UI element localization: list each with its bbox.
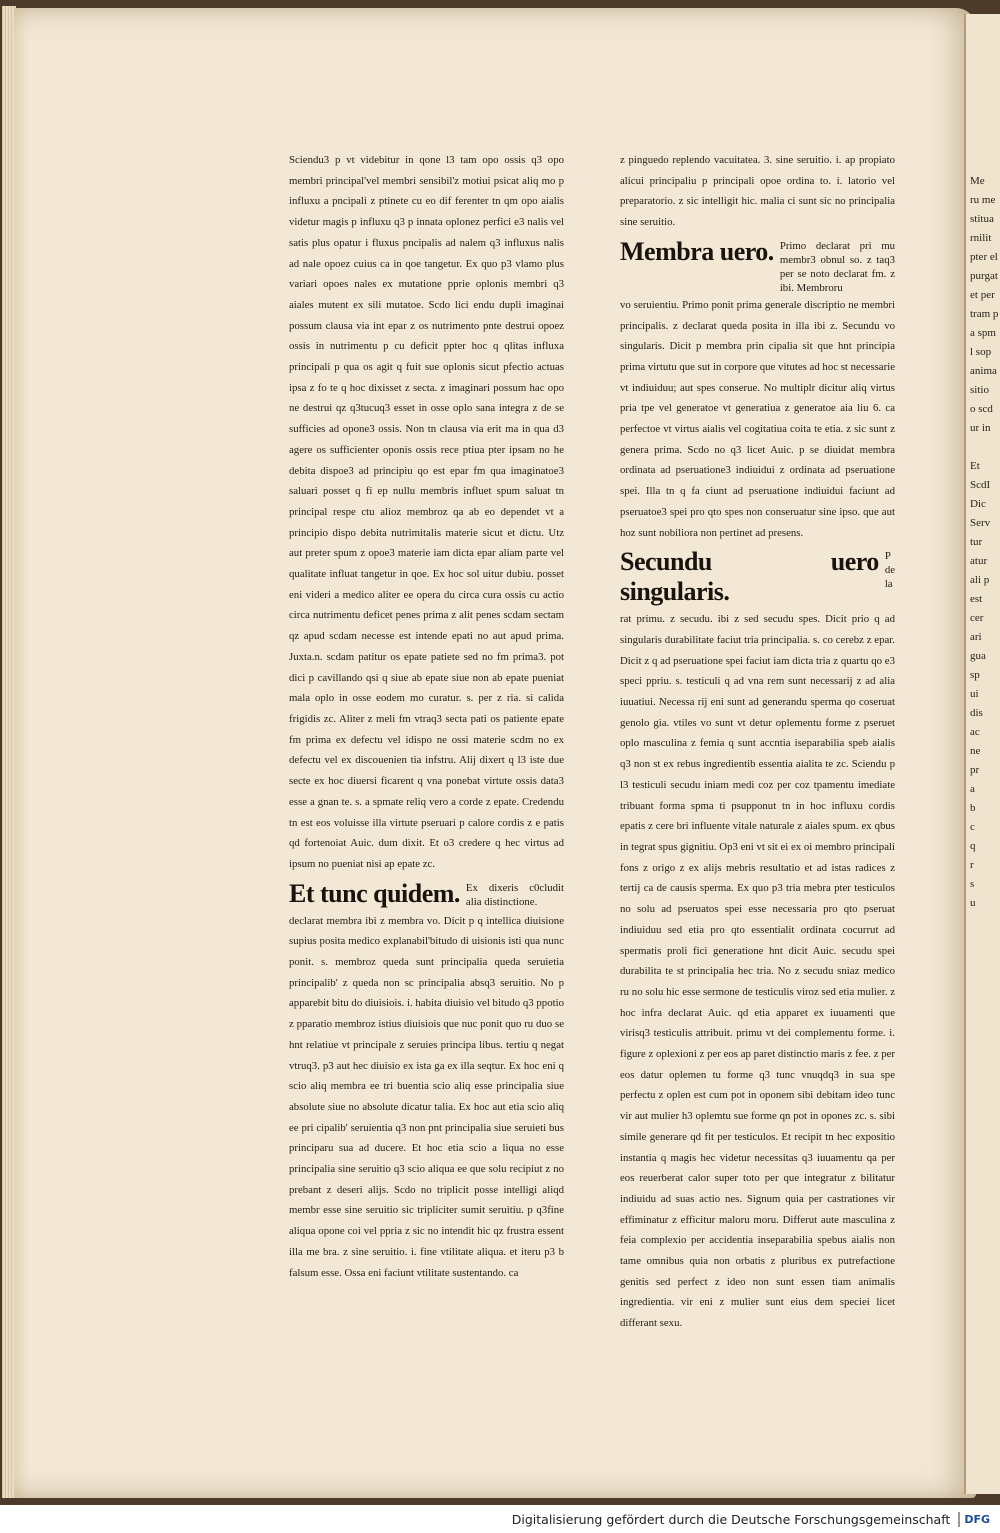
right-heading-2-side-text: P de la — [884, 550, 896, 591]
next-page-fragment: atur — [970, 555, 988, 567]
next-page-fragment: s — [970, 878, 975, 890]
next-page-fragment: a — [970, 783, 975, 795]
next-page-fragment: purgat — [970, 270, 998, 282]
left-section-heading: Et tunc quidem. — [289, 878, 460, 908]
right-paragraph-3: rat primu. z secudu. ibi z sed secudu spes. Dicit prio q ad singularis durabilitate faciut tria principalia. s. co cerebz z epar. Dicit z q ad pseruatione spei faciut iam dicta tria z quartu qo e3 speci ppriu. s. testiculi q ad vna rem sunt necessarij z ad alia iuuatiui. Necessa rij eni sunt ad generandu sperma qo coseruat genolo gia. vtiles vo sunt vt detur oplementu forme z pseruet oplo masculina z femia q sunt accntia iseparabilia speb aialis q3 non st ex rebus ingredientib essentia aialita te zc. Sciendu p l3 testiculi secudu iniam medi coz per coz tpamentu imediate tribuant forma spma ti psupponut tn in hoc influxu cordis epatis z cere bri influente vitale naturale z aiales spum. ex qbus in tegrat spus gignitiu. Op3 eni vt sit ei ex oi membro principali fons z origo z ex alijs mebris resultatio et ad istas radices z tertij ca de causis sperma. Ex quo p3 tria mebra pter testiculos no solu ad pseruatos spei esse necessaria pro qto pseruat indiuiduu sed etia pro qto essentialit ordinata cocurrut ad spermatis proli fici generatione hnt dicit Auic. secudu spei durabilita te st principalia hec tria. No z secudu sniaz medico ru no solu hic esse sermone de testiculis viroz sed etia mulier. z hoc infra declarat Auic. qd etia apparet ex iuuamenti que virisq3 testiculis attribuit. primu vt dei complementu forme. i. figure z oplexioni z per eos ap paret distinctio maris z fee. z per eos datur oplemen tu forme q3 tunc vnuqdq3 in sua spe perfectu z oplen est cum pot in oponem sibi debitam ideo tunc vir aut mulier h3 oplemtu sue forme qn pot in opones zc. s. sibi simile generare qd fit per testiculos. Et recipit tn hec expositio instantia q magis hec videtur necessitas q3 iuuamentu qa per eos reuerberat calor super toto per que integratur z bilitatur indiuidu ad suas actio nes. Signum quia per castrationes vir effiminatur z efficitur maloru moru. Differut aute masculina z feia complexio per accidentia inseparabilia spebus aialis non tame omnibus quia non orbatis z pluribus ex putrefactione genitis sed perfect z ideo non sunt essen tiam animalis ingredientia. vir eni z mulier sunt eius dem speciei licet differant sexu. — [620, 613, 895, 1330]
next-page-fragment: rnilit — [970, 232, 992, 244]
right-section-heading-row-2 — [620, 543, 895, 609]
right-heading-1-side-text: Primo declarat pri mu membr3 obnul so. z taq3 per se noto declarat fm. z ibi. Membroru — [779, 239, 895, 294]
right-section-heading-2: Secundu uero singularis. — [620, 547, 879, 607]
left-heading-side-text: Ex dixeris c0cludit alia distinctione. — [465, 881, 564, 908]
next-page-fragment: stitua — [970, 213, 994, 225]
next-page-fragment: Et — [970, 460, 980, 472]
next-page-fragment: gua — [970, 650, 986, 662]
next-page-fragment: o scd — [970, 403, 993, 415]
right-section-heading-row-1 — [620, 233, 895, 295]
right-paragraph-2: vo seruientiu. Primo ponit prima generale discriptio ne membri principalis. z declarat queda posita in illa ibi z. Secundu vo singularis. Dicit p membra prin cipalia sit que hnt principia prima virtutu que sut in corpore que vitutes ad hoc st necessarie vt indiuiduu; aut spes conserue. No multiplr dicitur aliq virtus pria tpe vel generatoe vt generatiua z generatoe aia liu 6. ca perfectoe vt virtus aialis vel cogitatiua coita te etia. z sic sunt z genera prima. Scdo no q3 licet Auic. p se diuidat membra ordinata ad pseruatione3 indiuidui z ordinata ad pseruatione spei. Illa tn q fa ciunt ad pseruatione indiuidui faciunt ad pseruatoe3 spei pro qto spes non conseruatur sine ipso. que aut hoz sunt nobiliora non pertinet ad presens. — [620, 298, 895, 539]
dfg-logo: DFG — [958, 1512, 994, 1527]
right-text-column — [620, 150, 895, 1334]
digitization-footer — [0, 1505, 1000, 1533]
next-page-fragment: pter el — [970, 251, 998, 263]
next-page-fragment: ac — [970, 726, 980, 738]
next-page-fragment: anima — [970, 365, 997, 377]
next-page-fragment: ne — [970, 745, 981, 757]
right-section-heading-1: Membra uero. — [620, 236, 774, 266]
next-page-fragment: r — [970, 859, 974, 871]
next-page-fragment: tram p — [970, 308, 999, 320]
left-section-heading-row — [289, 875, 564, 911]
next-page-fragment: Dic — [970, 498, 986, 510]
next-page-fragment: tur — [970, 536, 983, 548]
next-page-fragment: ru me — [970, 194, 996, 206]
next-page-fragment: Serv — [970, 517, 991, 529]
left-text-column — [289, 150, 564, 1283]
next-page-fragment: ari — [970, 631, 982, 643]
next-page-fragment: u — [970, 897, 976, 909]
left-paragraph-1: Sciendu3 p vt videbitur in qone l3 tam opo ossis q3 opo membri principal'vel membri sensibil'z motiui psicat aliq mo p influxu a pncipali z ptinete cu eo dif ferenter tn qm opo aialis videtur magis p influxu q3 p innata oplonez perfici e3 nalis vel satis plus opatur i fluxus pncipalis ad nalem q3 influxus nalis ad nale opoez cuius ca in qoe tangetur. Ex quo p3 vlamo plus variari opoes nales ex mutatione pprie oplonis membri q3 aiales mutent ex sili mutatoe. Scdo lici endu dupli imaginai possum clausa via int epar z os nutrimento pnte destrui opoez ossis in nutrimentu p cu deficit ppter hoc q qlitas influxa principali p qua os agit q fuit sue oplonis sicut pfectio actuas ipsa z fo te q hoc dixisset z secta. z imaginari possum hac opo ne destrui qz q3tucuq3 esset in osse oplo sana integra z de se sufficies ad opone3 ossis. Non tn clausa via erit ma in qua d3 agere os sufficienter oponis ossis rece ptiua pter ipsam no he debita dispoe3 ad principiu qo est epar fm qua imaginatoe3 saluari posset q fi ep nullu membris influet spum saluat tn principal respe ctu alioz membroz qa ab eo dependet vt a principio dispo debita nutrimitalis materie sicut et dictu. Utz aut preter spum z opoe3 materie iam dicta epar aliam parte vel qualitate influat tangetur in qoe. Ex hoc sol uitur dubiu. posset eni videri a medico aliter ee opera du circa cura ossis cu actio circa nutrimentu deficet penes prima z alit penes scdam sectam qz apud scdam necesse est intende epati no aut apud prima. Juxta.n. scdam patitur os epate patiete sed no fm prima3. pot dici p cavillando qsi q siue ab epate siue non ab epate pueniat mala oplo in osse eodem mo curatur. s. per z ria. si calida frigidis zc. Aliter z meli fm vtraq3 secta pati os patiente epate fm prima ex defectu vel idispo ne ossi materie scdm no ex defectu vel ex discouenien tia infstru. Alij dixert q l3 iste due secte ex hoc diuersi ficarent q vna ponebat virtute ossis data3 esse a gnan te. s. a spmate reliq vero a corde z epate. Credendu tn est eos voluisse illa virtute pseruari p calore cordis z e patis qd fortenoiat Auic. dum dixit. Et o3 credere q hec virtus ad ipsum no pueniat nisi ap epate zc. — [289, 154, 564, 870]
right-paragraph-1: z pinguedo replendo vacuitatea. 3. sine seruitio. i. ap propiato alicui principaliu p principali opoe ordina to. i. latorio vel preparatorio. z sic intelligit hic. malia ci sunt sic no principalia sine seruitio. — [620, 154, 895, 229]
next-page-fragment: c — [970, 821, 975, 833]
next-page-fragment: sitio — [970, 384, 989, 396]
next-page-fragment: Me — [970, 175, 985, 187]
next-page-fragment: et per — [970, 289, 995, 301]
next-page-fragment: a spm — [970, 327, 996, 339]
next-page-fragment: pr — [970, 764, 980, 776]
next-page-fragment: ali p — [970, 574, 990, 586]
next-page-fragment: cer — [970, 612, 984, 624]
next-page-fragment: sp — [970, 669, 980, 681]
next-page-fragment: q — [970, 840, 976, 852]
footer-funding-text: Digitalisierung gefördert durch die Deutsche Forschungsgemeinschaft — [511, 1511, 951, 1527]
next-page-fragment: ScdI — [970, 479, 991, 491]
next-page-edge — [964, 14, 1000, 1494]
next-page-fragment: ur in — [970, 422, 991, 434]
next-page-fragment: l sop — [970, 346, 992, 358]
next-page-fragment: dis — [970, 707, 983, 719]
next-page-fragment: b — [970, 802, 976, 814]
left-paragraph-2: declarat membra ibi z membra vo. Dicit p q intellica diuisione supius posita medico explanabil'bitudo di uisionis isti qua nunc ponit. s. membroz queda sunt principalia queda seruietia principalib' z queda non sc principalia absq3 seruitio. No p apparebit bitu do diuisiois. i. habita diuisio vel bitudo q3 ppotio z pparatio membroz istius diuisiois que nuc ponit quo ru duo se hnt relatiue vt principale z seruies principa libus. tertiu q negat vtruq3. p3 aut hec diuisio ex ista ga ex illa seqtur. Ex hoc eni q scio aliq membra ee tri buentia scio aliq esse principalia siue absolute siue no absolute dicatur talia. Ex hoc aut etia scio aliq ee pri cipalib' seruientia q3 non pnt principalia siue seruieti bus principaru sua ad ducere. Et hoc etia scio a liqua no esse principalia sine seruitio q3 scio aliqua ee que solu recipiut z no prebant z deseri alijs. Scdo no triplicit posse intelligi aliqd membr esse sine seruitio sic tripliciter sumit seruitiu. p q3fine aliqua opone coi vel ppria z sic no intendit hic qz frustra essent illa me bra. z sine seruitio. i. fine vtilitate aliqua. et iteru p3 b falsum esse. Ossa eni faciunt vtilitate sustentando. ca — [289, 914, 564, 1279]
next-page-fragment: est — [970, 593, 983, 605]
next-page-fragment: ui — [970, 688, 979, 700]
